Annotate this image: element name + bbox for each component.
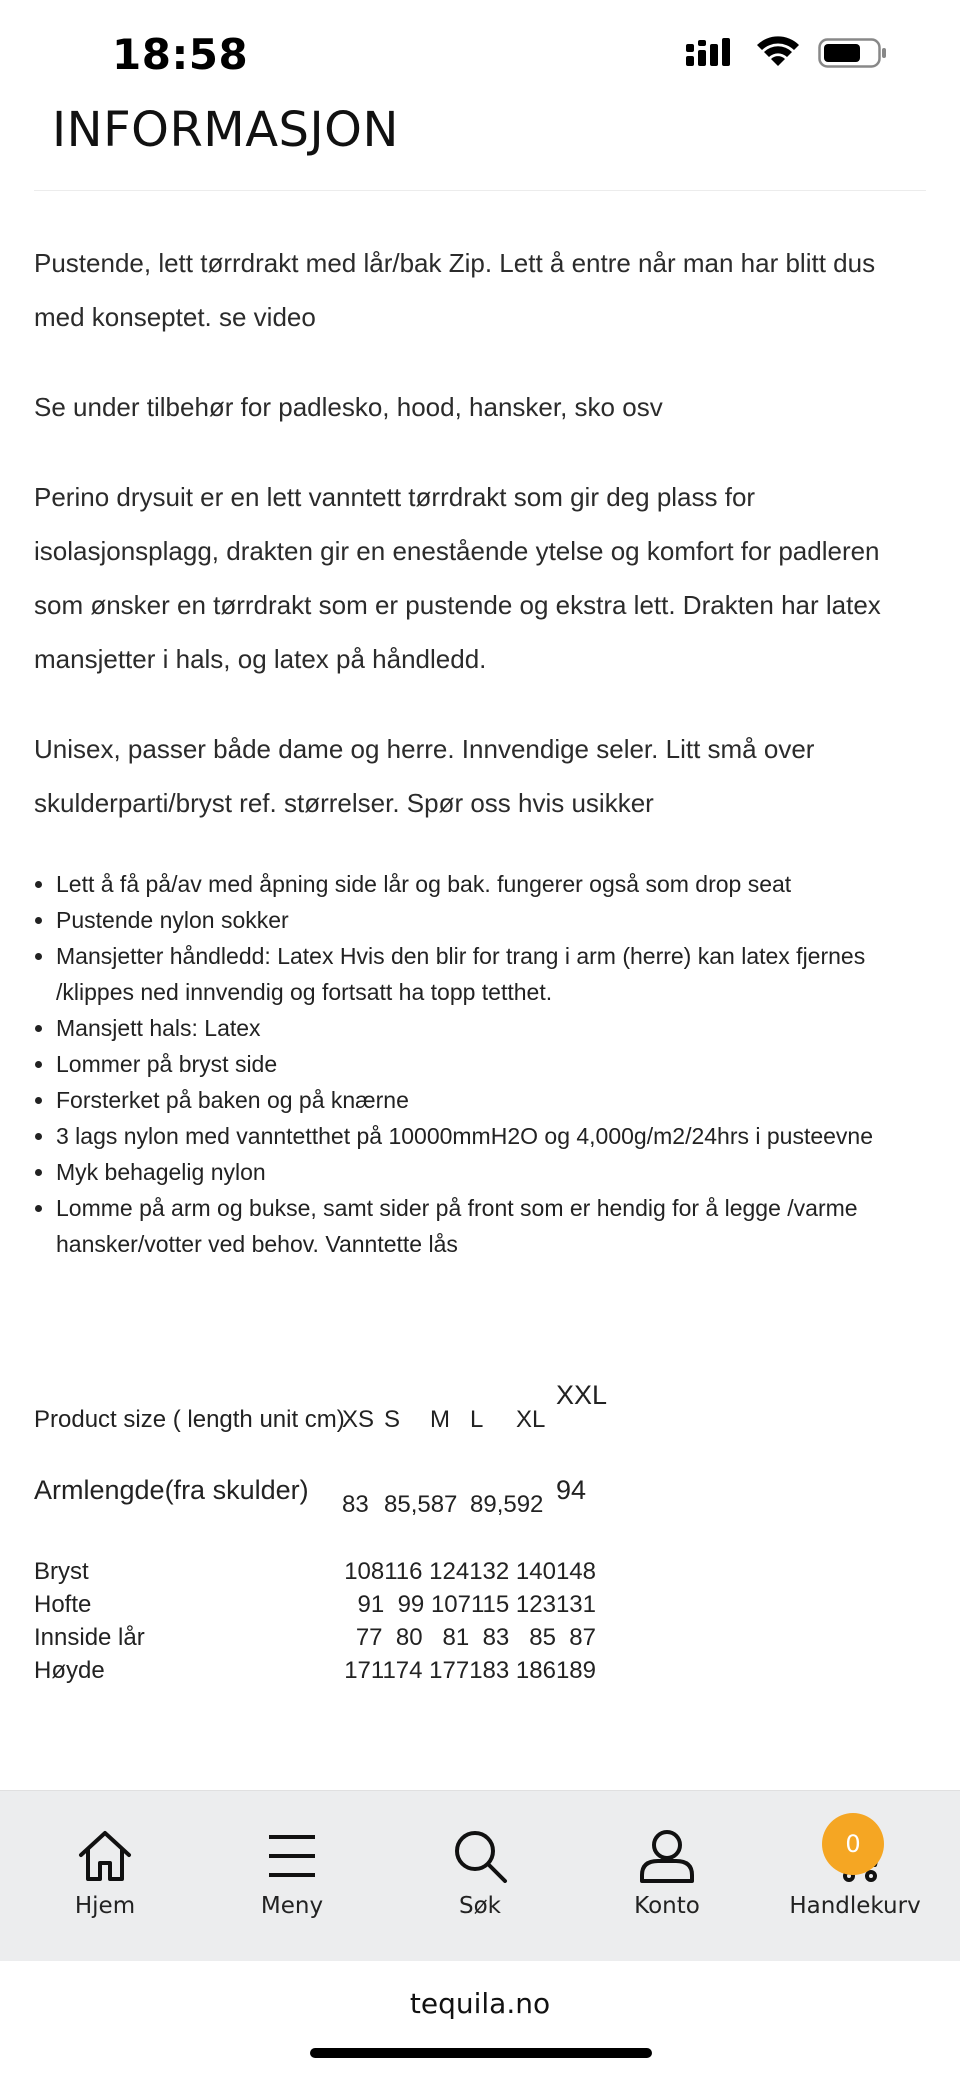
search-icon xyxy=(451,1829,509,1883)
feature-item: • Mansjetter håndledd: Latex Hvis den blir for trang i arm (herre) kan latex fjernes /klippes ned innvendig og fortsatt ha topp tetthet. xyxy=(56,938,924,1010)
feature-item: • Pustende nylon sokker xyxy=(56,902,924,938)
size-xs: XS xyxy=(342,1406,375,1433)
description-paragraph: Perino drysuit er en lett vanntett tørrdrakt som gir deg plass for isolasjonsplagg, drakten gir en enestående ytelse og komfort for padleren som ønsker en tørrdrakt som er pustende og ekstra lett. Drakten har latex mansjetter i hals, og latex på håndledd. xyxy=(34,482,881,674)
size-row-innside-lar xyxy=(34,1624,934,1657)
arm-length-row xyxy=(34,1475,934,1535)
url-text[interactable]: tequila.no xyxy=(409,1987,551,2020)
feature-item: • 3 lags nylon med vanntetthet på 10000mmH2O og 4,000g/m2/24hrs i pusteevne xyxy=(56,1118,924,1154)
size-xxl: XXL xyxy=(556,1380,608,1410)
product-description xyxy=(34,236,924,1262)
arm-length-label: Armlengde(fra skulder) xyxy=(34,1475,309,1505)
browser-address-bar[interactable] xyxy=(0,1961,960,2077)
size-row-label: Bryst xyxy=(34,1558,89,1585)
arm-value: 94 xyxy=(556,1475,587,1505)
nav-account[interactable] xyxy=(592,1829,742,1919)
size-row-label: Hofte xyxy=(34,1591,92,1618)
size-s: S xyxy=(384,1406,401,1433)
bottom-nav xyxy=(0,1790,960,1962)
description-paragraph: Pustende, lett tørrdrakt med lår/bak Zip. Lett å entre når man har blitt dus med konseptet. se video xyxy=(34,248,876,332)
description-paragraph: Unisex, passer både dame og herre. Innvendige seler. Litt små over skulderparti/bryst ref. størrelser. Spør oss hvis usikker xyxy=(34,734,815,818)
battery-icon xyxy=(818,36,888,70)
arm-value: 85,587 xyxy=(384,1491,458,1518)
size-row-values: 91 99 107115 123131 xyxy=(357,1591,596,1618)
feature-item: • Myk behagelig nylon xyxy=(56,1154,924,1190)
size-row-values: 171174 177183 186189 xyxy=(344,1657,596,1684)
feature-item: • Lommer på bryst side xyxy=(56,1046,924,1082)
status-bar xyxy=(0,0,960,110)
home-icon xyxy=(76,1829,134,1883)
status-time: 18:58 xyxy=(112,30,249,79)
size-row-values: 77 80 81 83 85 87 xyxy=(355,1624,596,1651)
nav-cart-label: Handlekurv xyxy=(789,1893,921,1919)
feature-item: • Lomme på arm og bukse, samt sider på front som er hendig for å legge /varme hansker/votter ved behov. Vanntette lås xyxy=(56,1190,924,1262)
feature-item: • Mansjett hals: Latex xyxy=(56,1010,924,1046)
status-icons xyxy=(686,36,888,70)
size-row-hofte xyxy=(34,1591,934,1624)
size-row-bryst xyxy=(34,1558,934,1591)
feature-item: • Lett å få på/av med åpning side lår og bak. fungerer også som drop seat xyxy=(56,866,924,902)
size-xl: XL xyxy=(516,1406,546,1433)
nav-menu[interactable] xyxy=(217,1829,367,1919)
title-divider xyxy=(34,190,926,191)
size-row-label: Høyde xyxy=(34,1657,105,1684)
menu-icon xyxy=(265,1829,319,1883)
size-m: M xyxy=(430,1406,450,1433)
cellular-signal-icon xyxy=(686,36,738,70)
nav-account-label: Konto xyxy=(634,1893,700,1919)
nav-search[interactable] xyxy=(405,1829,555,1919)
wifi-icon xyxy=(756,36,800,70)
description-paragraph: Se under tilbehør for padlesko, hood, hansker, sko osv xyxy=(34,392,663,422)
size-l: L xyxy=(470,1406,484,1433)
size-row-hoyde xyxy=(34,1657,934,1690)
nav-home-label: Hjem xyxy=(74,1893,136,1919)
nav-home[interactable] xyxy=(30,1829,180,1919)
size-header-label: Product size ( length unit cm) xyxy=(34,1406,345,1433)
arm-value: 89,592 xyxy=(470,1491,544,1518)
arm-value: 83 xyxy=(342,1491,369,1518)
cart-count-badge[interactable]: 0 xyxy=(822,1813,884,1875)
size-header-row xyxy=(34,1380,934,1433)
home-indicator[interactable] xyxy=(310,2048,652,2058)
nav-search-label: Søk xyxy=(459,1893,501,1919)
feature-item: • Forsterket på baken og på knærne xyxy=(56,1082,924,1118)
account-icon xyxy=(638,1829,696,1883)
size-row-label: Innside lår xyxy=(34,1624,145,1651)
feature-list xyxy=(34,866,924,1262)
nav-menu-label: Meny xyxy=(260,1893,324,1919)
page-title: INFORMASJON xyxy=(52,102,399,158)
size-row-values: 108116 124132 140148 xyxy=(344,1558,596,1585)
